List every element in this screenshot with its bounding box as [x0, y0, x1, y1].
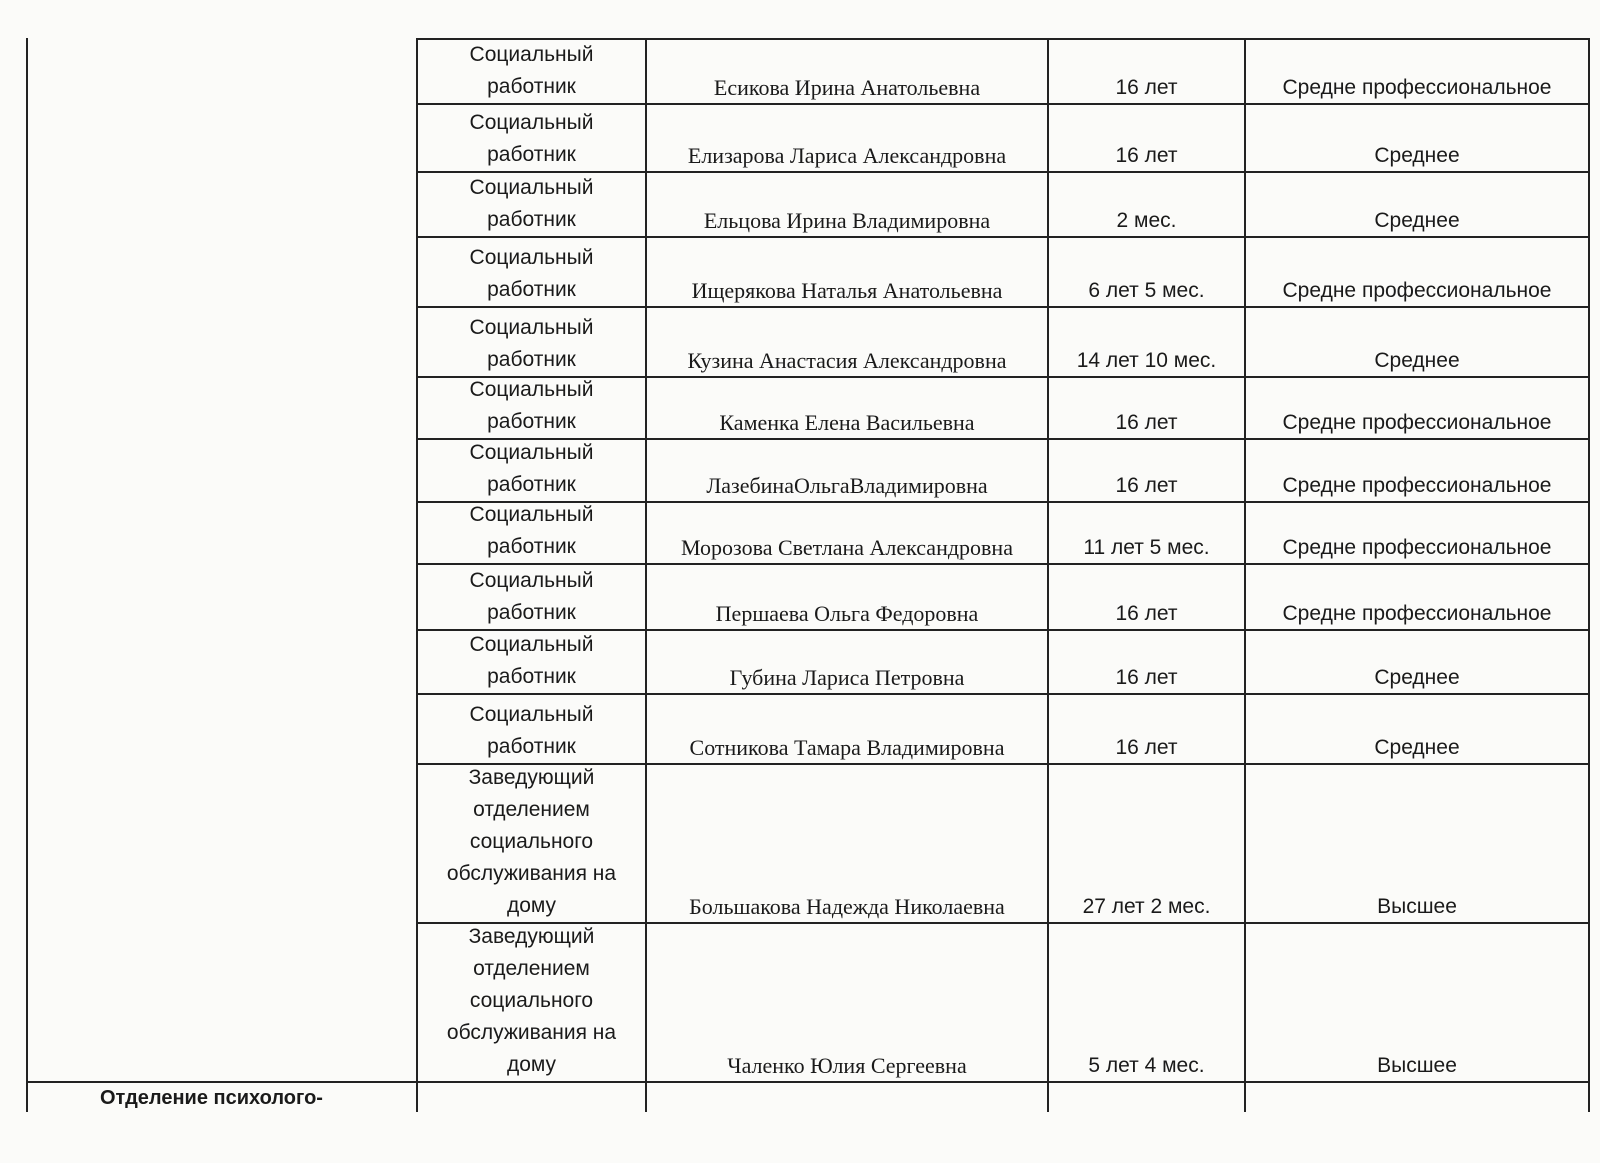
position-line: Социальный — [469, 441, 594, 464]
experience-cell: 16 лет — [1115, 474, 1178, 497]
education-cell: Среднее — [1374, 209, 1460, 232]
position-line: отделением — [473, 798, 590, 821]
name-cell: Морозова Светлана Александровна — [681, 535, 1013, 560]
position-line: Социальный — [469, 503, 594, 526]
name-cell: Губина Лариса Петровна — [729, 665, 965, 690]
position-cell — [418, 565, 645, 629]
position-line: Социальный — [469, 43, 594, 66]
position-line: Социальный — [469, 703, 594, 726]
education-cell: Средне профессиональное — [1282, 536, 1552, 559]
table-left-border — [26, 38, 28, 1112]
table-row-border — [26, 1081, 1590, 1083]
position-cell — [418, 924, 645, 1081]
position-line: социального — [469, 989, 594, 1012]
position-line: Социальный — [469, 633, 594, 656]
experience-cell: 16 лет — [1115, 76, 1178, 99]
position-cell — [418, 173, 645, 236]
experience-cell: 6 лет 5 мес. — [1088, 279, 1205, 302]
position-cell — [418, 695, 645, 763]
education-cell: Среднее — [1374, 349, 1460, 372]
position-cell — [418, 378, 645, 438]
position-line: работник — [487, 348, 576, 371]
name-cell: Елизарова Лариса Александровна — [687, 143, 1007, 168]
name-cell: Кузина Анастасия Александровна — [687, 348, 1007, 373]
education-cell: Средне профессиональное — [1282, 602, 1552, 625]
position-line: работник — [487, 473, 576, 496]
experience-cell: 11 лет 5 мес. — [1083, 536, 1210, 559]
education-cell: Среднее — [1374, 736, 1460, 759]
name-cell: Большакова Надежда Николаевна — [689, 894, 1005, 919]
position-line: отделением — [473, 957, 590, 980]
name-cell: Ищерякова Наталья Анатольевна — [691, 278, 1003, 303]
position-line: Социальный — [469, 111, 594, 134]
position-cell — [418, 308, 645, 376]
education-cell: Среднее — [1374, 666, 1460, 689]
position-line: дому — [506, 894, 557, 917]
position-line: Социальный — [469, 378, 594, 401]
position-line: обслуживания на — [446, 862, 617, 885]
position-cell — [418, 40, 645, 103]
position-line: работник — [487, 535, 576, 558]
position-line: дому — [506, 1053, 557, 1076]
education-cell: Высшее — [1377, 895, 1457, 918]
experience-cell: 14 лет 10 мес. — [1076, 349, 1217, 372]
position-cell — [418, 503, 645, 563]
position-line: работник — [487, 208, 576, 231]
experience-cell: 16 лет — [1115, 602, 1178, 625]
position-line: работник — [487, 278, 576, 301]
name-cell: Каменка Елена Васильевна — [719, 410, 975, 435]
position-line: работник — [487, 735, 576, 758]
position-line: Социальный — [469, 246, 594, 269]
position-line: работник — [487, 665, 576, 688]
education-cell: Средне профессиональное — [1282, 411, 1552, 434]
position-line: работник — [487, 601, 576, 624]
position-line: Социальный — [469, 176, 594, 199]
education-cell: Средне профессиональное — [1282, 474, 1552, 497]
position-line: Заведующий — [468, 766, 595, 789]
education-cell: Средне профессиональное — [1282, 76, 1552, 99]
position-line: социального — [469, 830, 594, 853]
name-cell: Сотникова Тамара Владимировна — [689, 735, 1005, 760]
position-cell — [418, 105, 645, 171]
name-cell: Чаленко Юлия Сергеевна — [727, 1053, 967, 1078]
experience-cell: 5 лет 4 мес. — [1088, 1054, 1205, 1077]
name-cell: Есикова Ирина Анатольевна — [713, 75, 981, 100]
experience-cell: 2 мес. — [1116, 209, 1177, 232]
position-line: Социальный — [469, 316, 594, 339]
position-line: работник — [487, 143, 576, 166]
position-line: обслуживания на — [446, 1021, 617, 1044]
experience-cell: 16 лет — [1115, 666, 1178, 689]
table-column-border — [1588, 38, 1590, 1112]
position-line: работник — [487, 75, 576, 98]
name-cell: Першаева Ольга Федоровна — [715, 601, 979, 626]
position-cell — [418, 238, 645, 306]
position-cell — [418, 440, 645, 501]
education-cell: Высшее — [1377, 1054, 1457, 1077]
position-cell — [418, 765, 645, 922]
experience-cell: 16 лет — [1115, 411, 1178, 434]
experience-cell: 27 лет 2 мес. — [1082, 895, 1211, 918]
name-cell: ЛазебинаОльгаВладимировна — [706, 473, 988, 498]
position-line: Социальный — [469, 569, 594, 592]
position-line: работник — [487, 410, 576, 433]
position-cell — [418, 631, 645, 693]
name-cell: Ельцова Ирина Владимировна — [703, 208, 991, 233]
education-cell: Среднее — [1374, 144, 1460, 167]
experience-cell: 16 лет — [1115, 736, 1178, 759]
experience-cell: 16 лет — [1115, 144, 1178, 167]
education-cell: Средне профессиональное — [1282, 279, 1552, 302]
position-line: Заведующий — [468, 925, 595, 948]
department-label: Отделение психолого- — [100, 1087, 323, 1109]
